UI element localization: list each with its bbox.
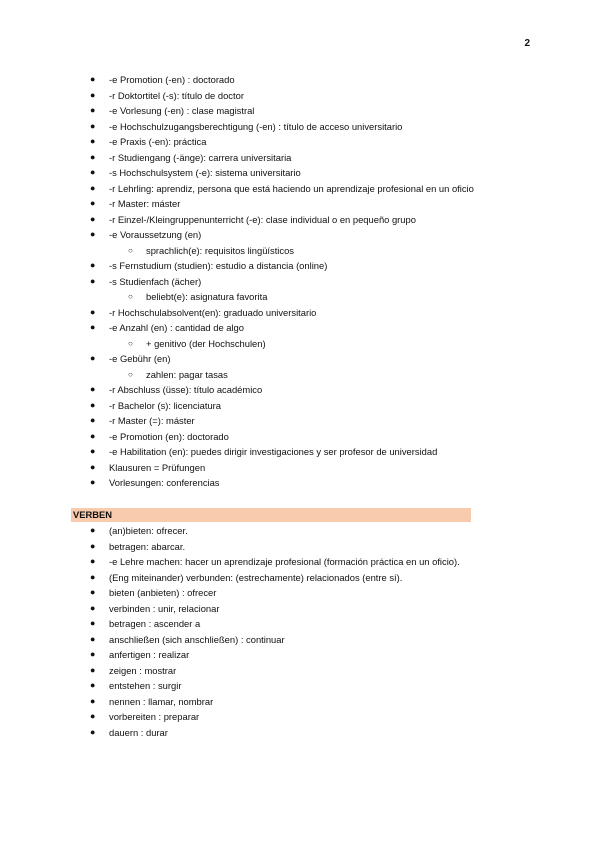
list-item-text: bieten (anbieten) : ofrecer: [109, 587, 217, 598]
sub-list-item: [0, 336, 600, 352]
list-item: [0, 134, 600, 150]
list-item-text: -r Master (=): máster: [109, 415, 195, 426]
list-item-text: -e Lehre machen: hacer un aprendizaje profesional (formación práctica en un oficio).: [109, 556, 460, 567]
bullet-icon: ●: [90, 695, 96, 706]
bullet-icon: ●: [90, 571, 96, 582]
bullet-icon: ●: [90, 353, 96, 363]
list-item: [0, 320, 600, 336]
list-item: [0, 429, 600, 445]
bullet-icon: ●: [90, 649, 96, 659]
list-item-text: -r Abschluss (üsse): título académico: [109, 384, 263, 395]
verb-list: [0, 523, 600, 740]
list-item-text: -s Fernstudium (studien): estudio a distancia (online): [109, 260, 328, 271]
list-item: [0, 678, 600, 694]
hollow-bullet-icon: ○: [128, 369, 133, 379]
list-item: [0, 196, 600, 212]
list-item: [0, 382, 600, 398]
list-item-text: anfertigen : realizar: [109, 649, 190, 660]
list-item-text: -r Master: máster: [109, 198, 181, 209]
list-item: [0, 694, 600, 710]
bullet-icon: ●: [90, 105, 96, 115]
list-item: [0, 523, 600, 539]
bullet-icon: ●: [90, 461, 96, 472]
bullet-icon: ●: [90, 602, 96, 613]
list-item-text: -r Lehrling: aprendiz, persona que está haciendo un aprendizaje profesional en un oficio: [109, 182, 474, 194]
section-header-verben: VERBEN: [71, 508, 471, 522]
list-item-text: -e Voraussetzung (en): [109, 229, 202, 240]
bullet-icon: ●: [90, 260, 96, 270]
list-item: [0, 305, 600, 321]
list-item-text: -e Anzahl (en) : cantidad de algo: [109, 322, 244, 333]
list-item-text: -r Studiengang (-änge): carrera universitaria: [109, 151, 292, 163]
list-item: [0, 554, 600, 570]
list-item: [0, 570, 600, 586]
list-item-text: (an)bieten: ofrecer.: [109, 525, 188, 536]
list-item-text: -e Habilitation (en): puedes dirigir investigaciones y ser profesor de universidad: [109, 446, 438, 457]
sub-list-item: [0, 367, 600, 383]
list-item-text: -e Gebühr (en): [109, 353, 171, 364]
list-item-text: -s Hochschulsystem (-e): sistema universitario: [109, 167, 301, 178]
bullet-icon: ●: [90, 633, 96, 644]
list-item-text: Vorlesungen: conferencias: [109, 477, 220, 488]
list-item-text: -r Doktortitel (-s): título de doctor: [109, 89, 244, 101]
list-item: [0, 72, 600, 88]
list-item-text: -e Promotion (-en) : doctorado: [109, 74, 235, 85]
bullet-icon: ●: [90, 275, 96, 286]
bullet-icon: ●: [90, 680, 96, 690]
bullet-icon: ●: [90, 322, 96, 332]
bullet-icon: ●: [90, 415, 96, 425]
bullet-icon: ●: [90, 384, 96, 394]
bullet-icon: ●: [90, 120, 96, 131]
bullet-icon: ●: [90, 618, 96, 628]
list-item-text: anschließen (sich anschließen) : continuar: [109, 633, 285, 645]
list-item-text: entstehen : surgir: [109, 680, 182, 691]
list-item-text: + genitivo (der Hochschulen): [146, 337, 266, 349]
list-item: [0, 119, 600, 135]
list-item: [0, 103, 600, 119]
list-item-text: -e Hochschulzugangsberechtigung (-en) : título de acceso universitario: [109, 120, 403, 132]
list-item-text: zeigen : mostrar: [109, 664, 177, 676]
list-item: [0, 274, 600, 290]
list-item: [0, 398, 600, 414]
list-item-text: betragen: abarcar.: [109, 540, 186, 552]
bullet-icon: ●: [90, 89, 96, 100]
bullet-icon: ●: [90, 587, 96, 597]
bullet-icon: ●: [90, 306, 96, 317]
list-item-text: -e Promotion (en): doctorado: [109, 430, 229, 442]
list-item: [0, 181, 600, 197]
list-item: [0, 227, 600, 243]
list-item: [0, 632, 600, 648]
bullet-icon: ●: [90, 477, 96, 487]
bullet-icon: ●: [90, 399, 96, 410]
list-item: [0, 647, 600, 663]
bullet-icon: ●: [90, 664, 96, 675]
sub-list-item: [0, 289, 600, 305]
list-item-text: -e Vorlesung (-en) : clase magistral: [109, 105, 255, 116]
sub-list-item: [0, 243, 600, 259]
list-item: [0, 444, 600, 460]
bullet-icon: ●: [90, 430, 96, 441]
list-item-text: vorbereiten : preparar: [109, 711, 200, 722]
list-item-text: -s Studienfach (ächer): [109, 275, 202, 287]
list-item-text: (Eng miteinander) verbunden: (estrechamente) relacionados (entre sí).: [109, 571, 403, 583]
list-item-text: sprachlich(e): requisitos lingüísticos: [146, 244, 294, 256]
list-item-text: dauern : durar: [109, 726, 168, 738]
bullet-icon: ●: [90, 711, 96, 721]
list-item-text: -r Einzel-/Kleingruppenunterricht (-e): clase individual o en pequeño grupo: [109, 213, 416, 225]
bullet-icon: ●: [90, 74, 96, 84]
list-item-text: -e Praxis (-en): práctica: [109, 136, 207, 147]
list-item: [0, 460, 600, 476]
page-number: 2: [524, 38, 530, 49]
list-item-text: beliebt(e): asignatura favorita: [146, 291, 268, 302]
list-item: [0, 585, 600, 601]
bullet-icon: ●: [90, 213, 96, 224]
list-item-text: betragen : ascender a: [109, 618, 201, 629]
bullet-icon: ●: [90, 229, 96, 239]
list-item: [0, 212, 600, 228]
list-item: [0, 601, 600, 617]
vocabulary-list: [0, 72, 600, 491]
list-item: [0, 150, 600, 166]
list-item-text: -r Bachelor (s): licenciatura: [109, 399, 222, 411]
bullet-icon: ●: [90, 151, 96, 162]
bullet-icon: ●: [90, 167, 96, 177]
list-item-text: Klausuren = Prüfungen: [109, 461, 206, 473]
list-item-text: verbinden : unir, relacionar: [109, 602, 220, 614]
list-item-text: -r Hochschulabsolvent(en): graduado universitario: [109, 306, 317, 318]
bullet-icon: ●: [90, 540, 96, 551]
bullet-icon: ●: [90, 525, 96, 535]
bullet-icon: ●: [90, 182, 96, 193]
bullet-icon: ●: [90, 136, 96, 146]
list-item: [0, 165, 600, 181]
list-item: [0, 616, 600, 632]
list-item: [0, 663, 600, 679]
bullet-icon: ●: [90, 446, 96, 456]
list-item: [0, 475, 600, 491]
list-item: [0, 413, 600, 429]
bullet-icon: ●: [90, 556, 96, 566]
list-item-text: nennen : llamar, nombrar: [109, 695, 214, 707]
list-item-text: zahlen: pagar tasas: [146, 368, 228, 380]
list-item: [0, 351, 600, 367]
list-item: [0, 539, 600, 555]
list-item: [0, 725, 600, 741]
list-item: [0, 88, 600, 104]
bullet-icon: ●: [90, 726, 96, 737]
hollow-bullet-icon: ○: [128, 292, 133, 301]
list-item: [0, 709, 600, 725]
list-item: [0, 258, 600, 274]
hollow-bullet-icon: ○: [128, 338, 133, 348]
bullet-icon: ●: [90, 198, 96, 208]
hollow-bullet-icon: ○: [128, 245, 133, 255]
